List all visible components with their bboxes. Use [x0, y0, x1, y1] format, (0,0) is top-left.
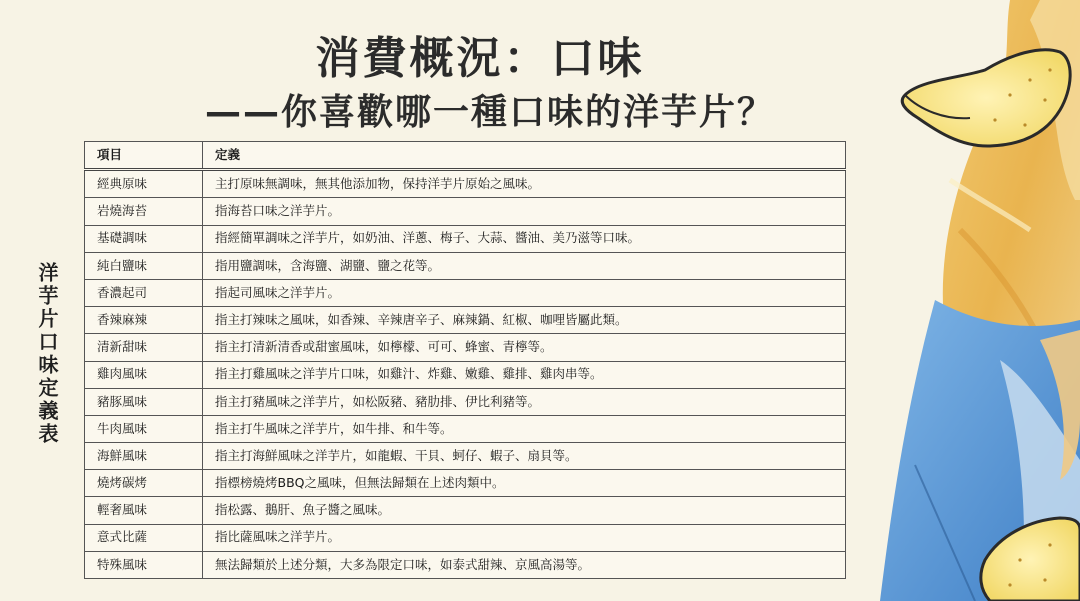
flavor-item-cell: 經典原味: [85, 170, 203, 198]
flavor-item-cell: 輕奢風味: [85, 497, 203, 524]
flavor-item-cell: 燒烤碳烤: [85, 470, 203, 497]
flavor-definition-cell: 指用鹽調味，含海鹽、湖鹽、鹽之花等。: [203, 252, 846, 279]
flavor-definition-cell: 指主打雞風味之洋芋片口味，如雞汁、炸雞、嫩雞、雞排、雞肉串等。: [203, 361, 846, 388]
table-row: [85, 497, 846, 524]
flavor-definition-cell: 指海苔口味之洋芋片。: [203, 198, 846, 225]
table-row: [85, 334, 846, 361]
table-row: [85, 470, 846, 497]
flavor-definition-cell: 指主打海鮮風味之洋芋片，如龍蝦、干貝、蚵仔、蝦子、扇貝等。: [203, 443, 846, 470]
flavor-item-cell: 意式比薩: [85, 524, 203, 551]
table-row: [85, 198, 846, 225]
column-header-item: 項目: [85, 142, 203, 170]
table-row: [85, 170, 846, 198]
flavor-definition-cell: 指松露、鵝肝、魚子醬之風味。: [203, 497, 846, 524]
table-row: [85, 524, 846, 551]
flavor-item-cell: 香濃起司: [85, 279, 203, 306]
table-row: [85, 443, 846, 470]
table-row: [85, 279, 846, 306]
table-row: [85, 252, 846, 279]
flavor-definition-cell: 指主打辣味之風味，如香辣、辛辣唐辛子、麻辣鍋、紅椒、咖哩皆屬此類。: [203, 307, 846, 334]
page-subtitle: ——你喜歡哪一種口味的洋芋片？: [204, 92, 775, 133]
flavor-definition-cell: 指主打豬風味之洋芋片，如松阪豬、豬肋排、伊比利豬等。: [203, 388, 846, 415]
flavor-definition-cell: 無法歸類於上述分類，大多為限定口味，如泰式甜辣、京風高湯等。: [203, 551, 846, 578]
flavor-item-cell: 特殊風味: [85, 551, 203, 578]
table-header-row: [85, 142, 846, 170]
flavor-definition-cell: 指比薩風味之洋芋片。: [203, 524, 846, 551]
table-row: [85, 361, 846, 388]
page-title: 消費概況：口味: [315, 33, 645, 84]
flavor-item-cell: 基礎調味: [85, 225, 203, 252]
flavor-definition-cell: 指起司風味之洋芋片。: [203, 279, 846, 306]
flavor-item-cell: 雞肉風味: [85, 361, 203, 388]
flavor-definition-cell: 指經簡單調味之洋芋片，如奶油、洋蔥、梅子、大蒜、醬油、美乃滋等口味。: [203, 225, 846, 252]
table-row: [85, 307, 846, 334]
flavor-item-cell: 純白鹽味: [85, 252, 203, 279]
table-body: [85, 170, 846, 579]
flavor-definition-table: [84, 141, 846, 579]
table-row: [85, 551, 846, 578]
table-row: [85, 415, 846, 442]
table-row: [85, 388, 846, 415]
flavor-item-cell: 牛肉風味: [85, 415, 203, 442]
flavor-definition-cell: 主打原味無調味，無其他添加物，保持洋芋片原始之風味。: [203, 170, 846, 198]
flavor-item-cell: 香辣麻辣: [85, 307, 203, 334]
flavor-definition-cell: 指主打牛風味之洋芋片，如牛排、和牛等。: [203, 415, 846, 442]
flavor-definition-cell: 指標榜燒烤BBQ之風味，但無法歸類在上述肉類中。: [203, 470, 846, 497]
side-label: 洋芋片口味定義表: [35, 262, 59, 446]
flavor-definition-cell: 指主打清新清香或甜蜜風味，如檸檬、可可、蜂蜜、青檸等。: [203, 334, 846, 361]
table-row: [85, 225, 846, 252]
flavor-item-cell: 豬豚風味: [85, 388, 203, 415]
column-header-definition: 定義: [203, 142, 846, 170]
flavor-item-cell: 岩燒海苔: [85, 198, 203, 225]
flavor-item-cell: 海鮮風味: [85, 443, 203, 470]
flavor-item-cell: 清新甜味: [85, 334, 203, 361]
